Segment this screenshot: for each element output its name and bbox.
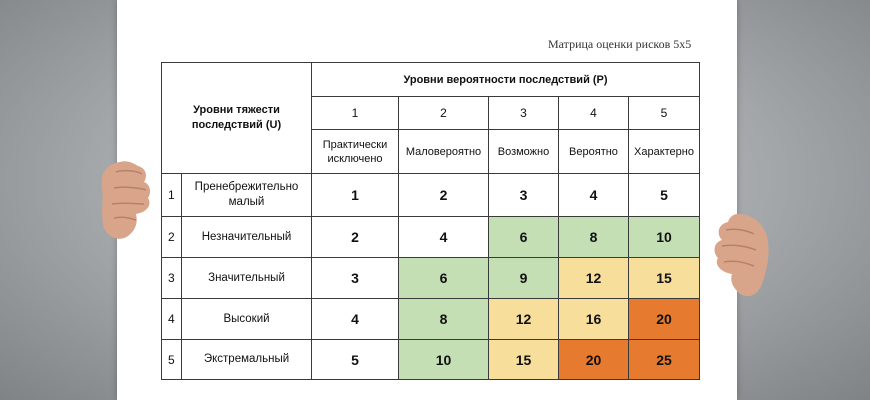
severity-level-number: 4 — [162, 299, 182, 340]
probability-level-number: 2 — [399, 97, 489, 130]
left-hand-icon — [96, 158, 156, 244]
risk-score-cell: 8 — [399, 299, 489, 340]
matrix-caption: Матрица оценки рисков 5х5 — [548, 37, 692, 51]
probability-level-label: Практически исключено — [312, 130, 399, 174]
right-hand-icon — [708, 210, 774, 302]
risk-score-cell: 2 — [399, 174, 489, 217]
risk-score-cell: 8 — [559, 217, 629, 258]
risk-score-cell: 6 — [489, 217, 559, 258]
table-row — [162, 299, 700, 340]
table-row — [162, 217, 700, 258]
probability-level-number: 4 — [559, 97, 629, 130]
risk-score-cell: 4 — [312, 299, 399, 340]
risk-score-cell: 15 — [629, 258, 700, 299]
risk-score-cell: 25 — [629, 340, 700, 380]
risk-score-cell: 4 — [399, 217, 489, 258]
risk-score-cell: 2 — [312, 217, 399, 258]
header-row-probability — [162, 63, 700, 97]
table-row — [162, 174, 700, 217]
risk-score-cell: 20 — [559, 340, 629, 380]
table-row — [162, 258, 700, 299]
severity-level-number: 3 — [162, 258, 182, 299]
risk-score-cell: 3 — [489, 174, 559, 217]
risk-score-cell: 15 — [489, 340, 559, 380]
probability-level-number: 5 — [629, 97, 700, 130]
risk-score-cell: 5 — [312, 340, 399, 380]
severity-level-label: Высокий — [182, 299, 312, 340]
risk-score-cell: 16 — [559, 299, 629, 340]
table-row — [162, 340, 700, 380]
risk-score-cell: 9 — [489, 258, 559, 299]
matrix-body — [162, 174, 700, 380]
severity-level-number: 2 — [162, 217, 182, 258]
severity-level-label: Экстремальный — [182, 340, 312, 380]
risk-score-cell: 20 — [629, 299, 700, 340]
severity-level-label: Незначительный — [182, 217, 312, 258]
risk-score-cell: 10 — [399, 340, 489, 380]
risk-score-cell: 4 — [559, 174, 629, 217]
probability-header: Уровни вероятности последствий (P) — [312, 63, 700, 97]
probability-level-label: Возможно — [489, 130, 559, 174]
severity-header: Уровни тяжести последствий (U) — [162, 63, 312, 174]
severity-level-number: 5 — [162, 340, 182, 380]
risk-score-cell: 10 — [629, 217, 700, 258]
severity-level-label: Значительный — [182, 258, 312, 299]
probability-level-label: Маловероятно — [399, 130, 489, 174]
severity-level-label: Пренебрежительно малый — [182, 174, 312, 217]
risk-score-cell: 3 — [312, 258, 399, 299]
severity-level-number: 1 — [162, 174, 182, 217]
probability-level-number: 3 — [489, 97, 559, 130]
probability-level-label: Характерно — [629, 130, 700, 174]
probability-level-label: Вероятно — [559, 130, 629, 174]
risk-score-cell: 12 — [489, 299, 559, 340]
probability-level-number: 1 — [312, 97, 399, 130]
risk-score-cell: 12 — [559, 258, 629, 299]
risk-score-cell: 5 — [629, 174, 700, 217]
risk-matrix-table — [161, 62, 700, 380]
risk-score-cell: 1 — [312, 174, 399, 217]
risk-score-cell: 6 — [399, 258, 489, 299]
